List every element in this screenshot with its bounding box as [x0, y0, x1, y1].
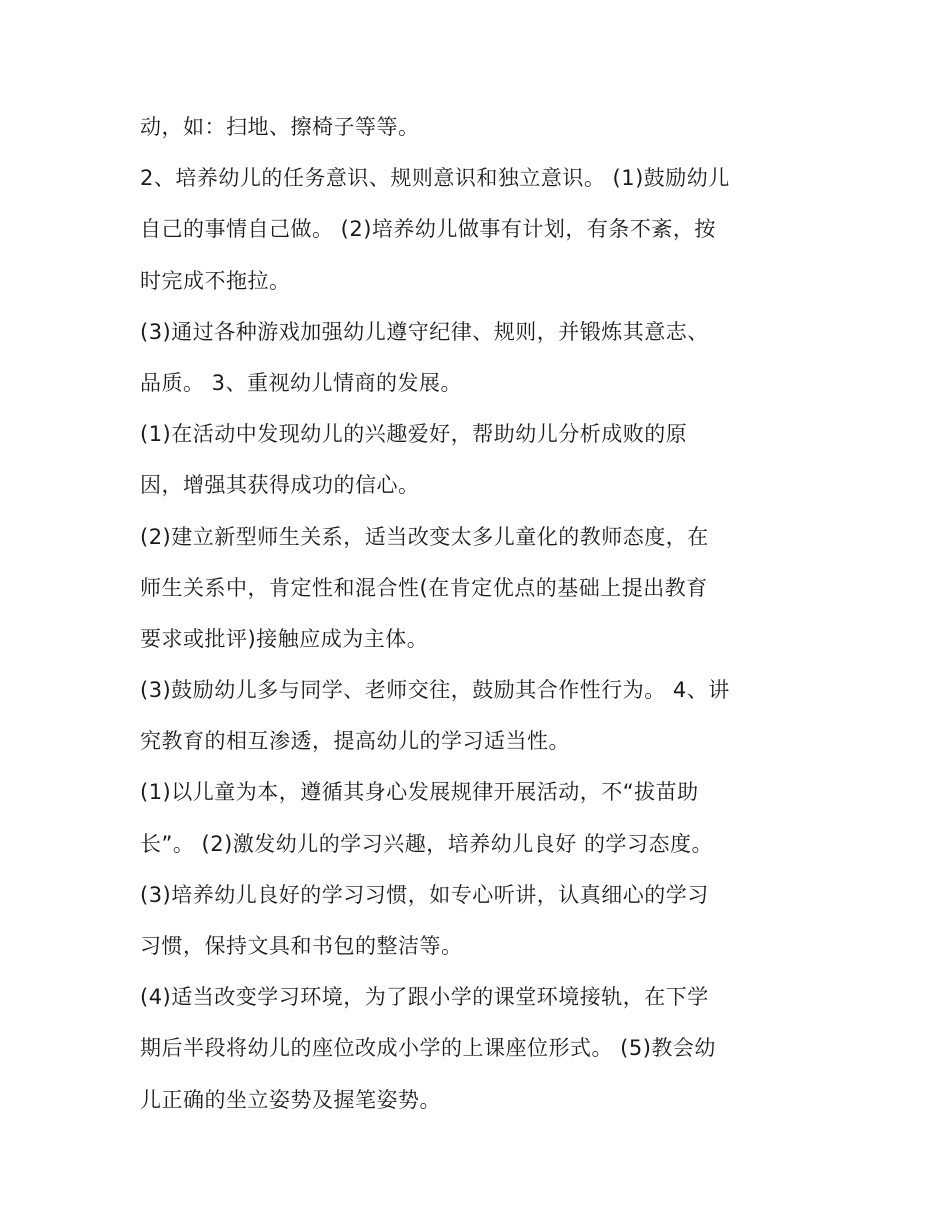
text-line: 要求或批评)接触应成为主体。	[140, 626, 429, 651]
text-line: 动，如：扫地、擦椅子等等。	[140, 115, 420, 139]
text-line: (1)在活动中发现幼儿的兴趣爱好，帮助幼儿分析成败的原	[140, 422, 688, 447]
text-line: (1)以儿童为本，遵循其身心发展规律开展活动，不“拔苗助	[140, 780, 699, 805]
text-line: 自己的事情自己做。 (2)培养幼儿做事有计划，有条不紊，按	[140, 217, 716, 242]
text-line: 习惯，保持文具和书包的整洁等。	[140, 934, 463, 958]
text-line: 因，增强其获得成功的信心。	[140, 473, 420, 498]
text-line: (3)鼓励幼儿多与同学、老师交往，鼓励其合作性行为。 4、讲	[140, 678, 730, 703]
text-line: 时完成不拖拉。	[140, 268, 291, 293]
text-line: 长”。 (2)激发幼儿的学习兴趣，培养幼儿良好 的学习态度。	[140, 831, 713, 856]
text-line: 期后半段将幼儿的座位改成小学的上课座位形式。 (5)教会幼	[140, 1036, 716, 1061]
text-line: 儿正确的坐立姿势及握笔姿势。	[140, 1087, 441, 1112]
text-line: (2)建立新型师生关系，适当改变太多儿童化的教师态度，在	[140, 524, 709, 549]
text-line: 品质。 3、重视幼儿情商的发展。	[140, 370, 463, 395]
text-line: (4)适当改变学习环境，为了跟小学的课堂环境接轨，在下学	[140, 985, 709, 1010]
body-text	[140, 102, 840, 1126]
text-line: (3)培养幼儿良好的学习习惯，如专心听讲，认真细心的学习	[140, 882, 709, 907]
text-line: (3)通过各种游戏加强幼儿遵守纪律、规则，并锻炼其意志、	[140, 319, 709, 344]
text-line: 2、培养幼儿的任务意识、规则意识和独立意识。 (1)鼓励幼儿	[140, 166, 730, 191]
text-line: 师生关系中，肯定性和混合性(在肯定优点的基础上提出教育	[140, 575, 708, 600]
text-line: 究教育的相互渗透，提高幼儿的学习适当性。	[140, 729, 570, 754]
